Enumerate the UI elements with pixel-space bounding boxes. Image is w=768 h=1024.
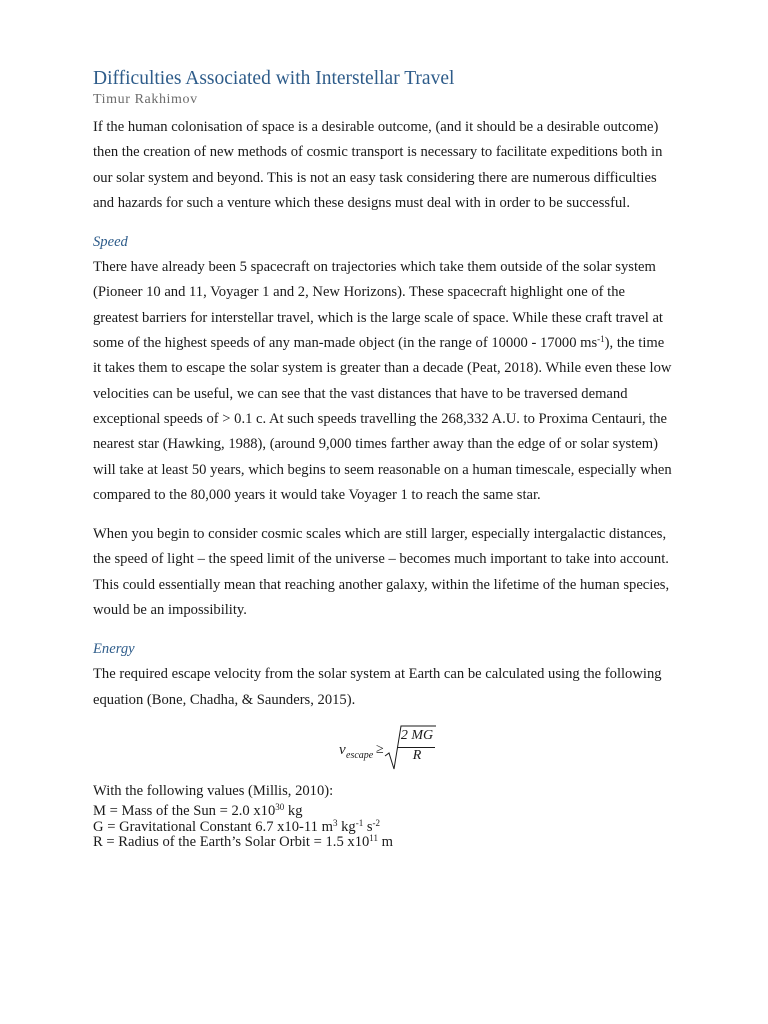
equation-v-symbol: v (339, 741, 346, 758)
value-line-superscript: 3 (332, 817, 338, 828)
value-line (93, 835, 673, 851)
equation-ge-symbol: ≥ (376, 741, 384, 757)
value-line (93, 804, 673, 820)
values-list (93, 804, 673, 851)
value-line-unit: m (377, 834, 393, 851)
intro-paragraph: If the human colonisation of space is a desirable outcome, (and it should be a desirable outcome) then the creation of new methods of cosmic transport is necessary to facilitate expeditions both in our solar system and beyond. This is not an easy task considering there are numerous difficulties and hazards for such a venture which these designs must deal with in order to be successful. (93, 119, 663, 211)
speed-paragraph-1-part-a: There have already been 5 spacecraft on trajectories which take them outside of the solar system (Pioneer 10 and 11, Voyager 1 and 2, New Horizons). These spacecraft highlight one of the greatest barriers for interstellar travel, which is the large scale of space. While these craft travel at some of the highest speeds of any man-made object (in the range of 10000 - 17000 ms (93, 259, 663, 352)
value-line-superscript: -1 (355, 817, 364, 828)
section-heading-energy: Energy (93, 641, 135, 658)
values-intro: With the following values (Millis, 2010): (93, 782, 334, 799)
speed-paragraph-1-part-b: ), the time it takes them to escape the solar system is greater than a decade (Peat, 2018). While even these low velocities can be useful, we can see that the vast distances that have to be traversed demand exceptional speeds of > 0.1 c. At such speeds travelling the 268,332 A.U. to Proxima Centauri, the nearest star (Hawking, 1988), (around 9,000 times farther away than the edge of or solar system) will take at least 50 years, which begins to seem reasonable on a human timescale, especially when compared to the 80,000 years it would take Voyager 1 to reach the same star. (93, 335, 672, 503)
value-line-text: R = Radius of the Earth’s Solar Orbit = 1.5 x10 (93, 834, 370, 851)
value-line-text: G = Gravitational Constant 6.7 x10-11 m (93, 818, 333, 835)
energy-paragraph-1: The required escape velocity from the solar system at Earth can be calculated using the following equation (Bone, Chadha, & Saunders, 2015). (93, 666, 662, 708)
document-title: Difficulties Associated with Interstellar Travel (93, 68, 455, 89)
equation-denominator: R (412, 747, 422, 763)
section-heading-speed: Speed (93, 234, 128, 251)
speed-paragraph-1 (93, 255, 673, 508)
equation-subscript: escape (346, 749, 374, 761)
escape-velocity-equation (93, 725, 673, 773)
equation-body (339, 725, 449, 773)
value-line (93, 817, 673, 836)
value-line-superscript: 11 (369, 833, 378, 844)
speed-paragraph-2: When you begin to consider cosmic scales which are still larger, especially intergalactic distances, the speed of light – the speed limit of the universe – becomes much important to take into account. This could essentially mean that reaching another galaxy, within the lifetime of the human species, would be an impossibility. (93, 526, 670, 619)
value-line-text: M = Mass of the Sun = 2.0 x10 (93, 803, 276, 820)
value-line-unit: s (363, 818, 373, 835)
speed-paragraph-1-superscript: -1 (597, 334, 605, 345)
value-line-superscript: 30 (275, 802, 285, 813)
document-page (93, 66, 673, 851)
author-name: Timur Rakhimov (93, 92, 198, 107)
value-line-unit: kg (337, 818, 356, 835)
equation-numerator: 2 MG (400, 727, 434, 743)
value-line-superscript: -2 (372, 817, 381, 828)
value-line-unit: kg (284, 803, 303, 820)
